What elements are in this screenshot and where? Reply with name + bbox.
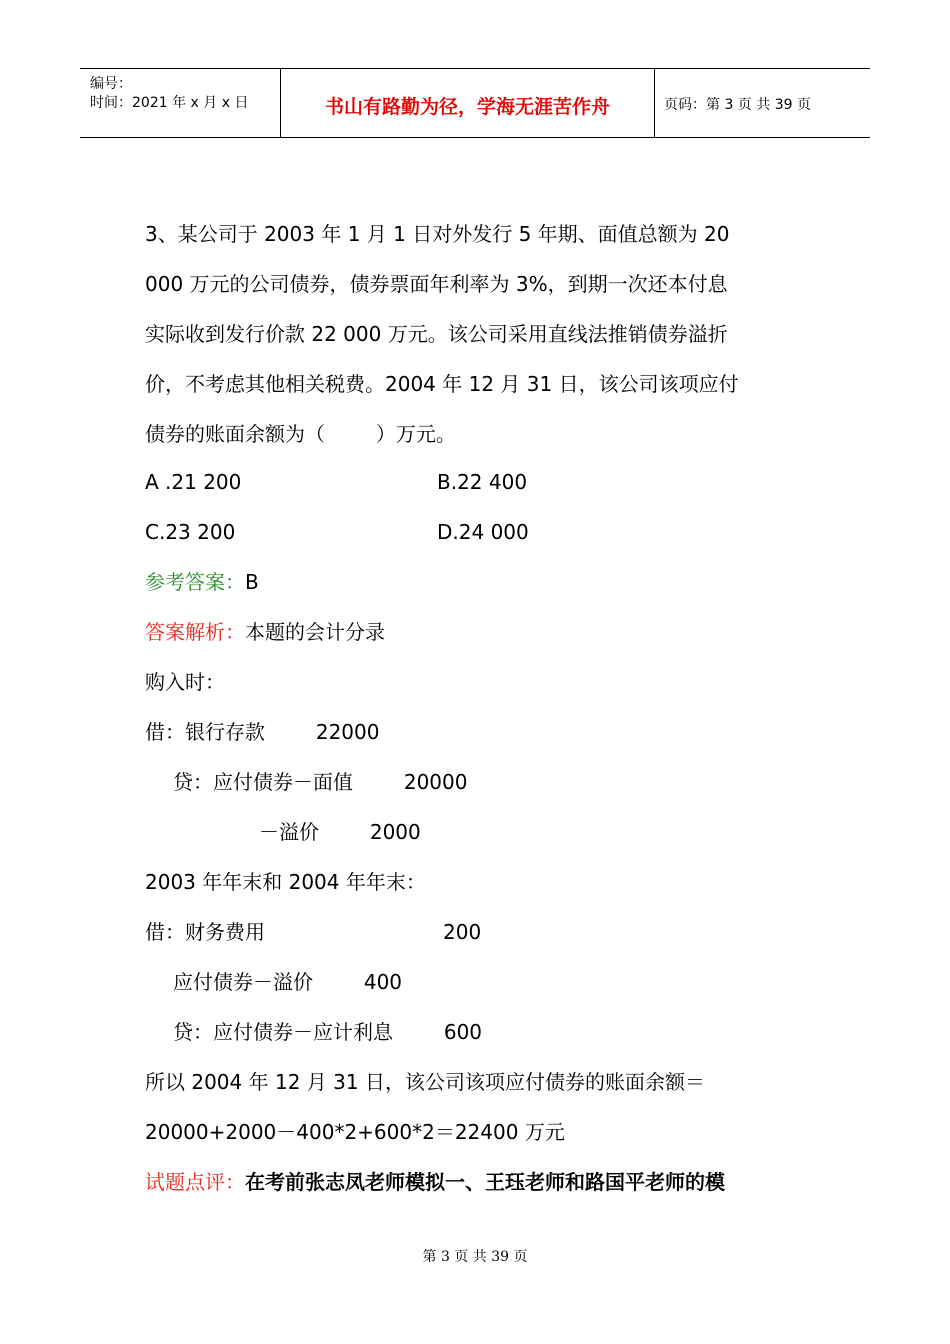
entry2-debit-premium: 应付债券－溢价 400 [173, 970, 403, 994]
option-a: A .21 200 [145, 470, 242, 494]
page-footer: 第 3 页 共 39 页 [422, 1249, 528, 1265]
question-line-5: 债券的账面余额为（ ）万元。 [145, 422, 456, 446]
header-page-info: 页码：第 3 页 共 39 页 [664, 97, 811, 113]
option-d: D.24 000 [437, 520, 529, 544]
header-page-cell [654, 69, 870, 137]
question-line-1: 3、某公司于 2003 年 1 月 1 日对外发行 5 年期、面值总额为 20 [145, 222, 730, 246]
entry2-debit-expense: 借：财务费用 200 [145, 920, 482, 944]
option-c: C.23 200 [145, 520, 236, 544]
answer-value: B [245, 570, 259, 594]
header-motto: 书山有路勤为径，学海无涯苦作舟 [324, 96, 610, 118]
analysis-label: 答案解析： [145, 620, 245, 644]
header-info-cell [80, 69, 280, 137]
conclusion-line-2: 20000+2000－400*2+600*2＝22400 万元 [145, 1120, 565, 1144]
analysis-text: 本题的会计分录 [245, 620, 385, 644]
option-b: B.22 400 [437, 470, 528, 494]
entry1-debit: 借：银行存款 22000 [145, 720, 380, 744]
answer-label: 参考答案： [145, 570, 245, 594]
comment-label: 试题点评： [145, 1170, 245, 1194]
comment-text: 在考前张志凤老师模拟一、王珏老师和路国平老师的模 [245, 1170, 725, 1194]
question-line-3: 实际收到发行价款 22 000 万元。该公司采用直线法推销债券溢折 [145, 322, 728, 346]
header-motto-cell [280, 69, 655, 137]
document-number-label: 编号： [90, 76, 132, 92]
conclusion-line-1: 所以 2004 年 12 月 31 日，该公司该项应付债券的账面余额＝ [145, 1070, 705, 1094]
question-line-2: 000 万元的公司债券，债券票面年利率为 3%，到期一次还本付息 [145, 272, 728, 296]
entry2-credit-interest: 贷：应付债券－应计利息 600 [173, 1020, 483, 1044]
year-end-label: 2003 年年末和 2004 年年末： [145, 870, 426, 894]
comment-line [145, 1170, 725, 1194]
purchase-label: 购入时： [145, 670, 225, 694]
document-date-label: 时间：2021 年 x 月 x 日 [90, 95, 249, 111]
question-line-4: 价，不考虑其他相关税费。2004 年 12 月 31 日，该公司该项应付 [145, 372, 739, 396]
page-header [80, 68, 870, 138]
answer-line [145, 570, 259, 594]
entry1-credit-premium: －溢价 2000 [259, 820, 421, 844]
analysis-line [145, 620, 385, 644]
entry1-credit-face-value: 贷：应付债券－面值 20000 [173, 770, 468, 794]
